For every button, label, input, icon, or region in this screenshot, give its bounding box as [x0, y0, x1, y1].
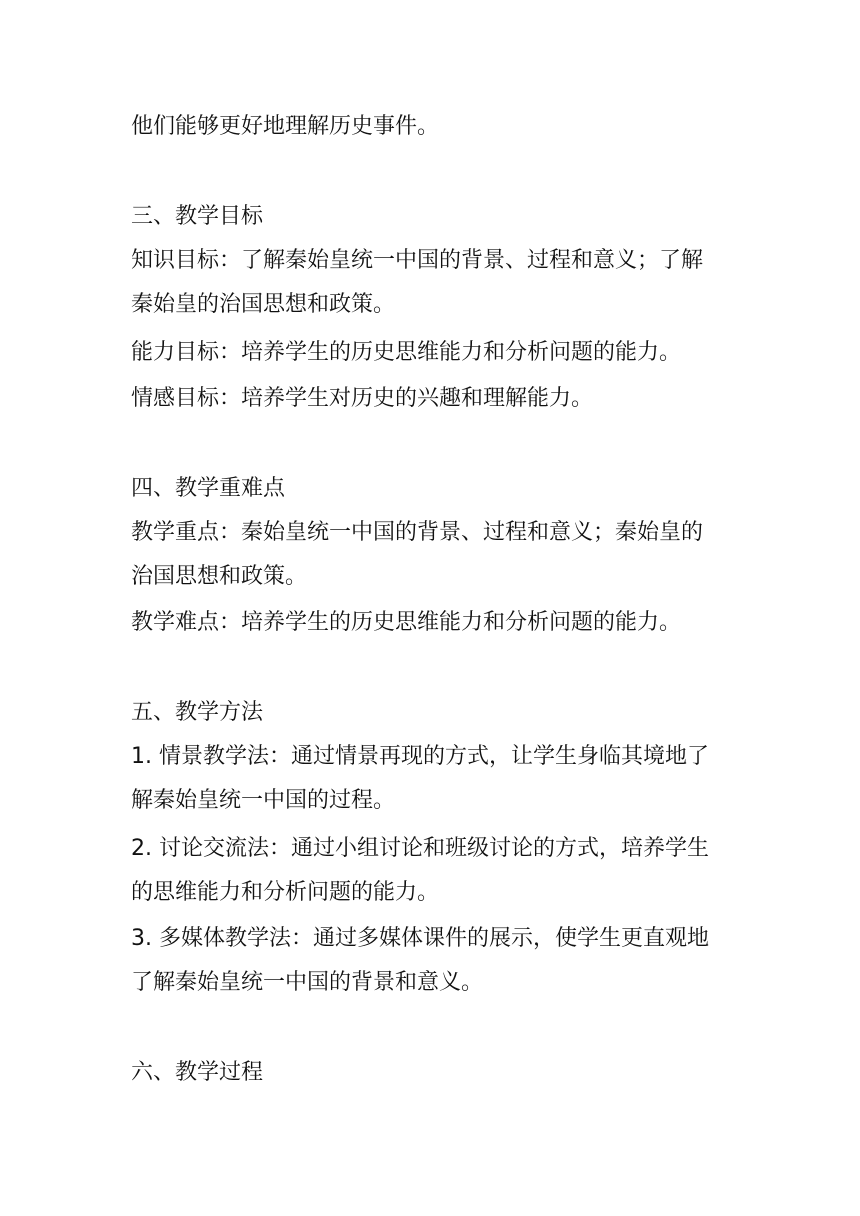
method-2-line-2: 的思维能力和分析问题的能力。: [131, 880, 440, 905]
knowledge-objective-line-2: 秦始皇的治国思想和政策。: [131, 292, 396, 317]
method-3-line-2: 了解秦始皇统一中国的背景和意义。: [131, 970, 484, 995]
method-1-line-1: 1. 情景教学法：通过情景再现的方式，让学生身临其境地了: [131, 744, 709, 769]
continuation-text: 他们能够更好地理解历史事件。: [131, 114, 440, 139]
method-2-line-1: 2. 讨论交流法：通过小组讨论和班级讨论的方式，培养学生: [131, 836, 709, 861]
difficult-point: 教学难点：培养学生的历史思维能力和分析问题的能力。: [131, 610, 682, 635]
emotion-objective: 情感目标：培养学生对历史的兴趣和理解能力。: [131, 386, 594, 411]
ability-objective: 能力目标：培养学生的历史思维能力和分析问题的能力。: [131, 340, 682, 365]
section-heading-methods: 五、教学方法: [131, 700, 264, 725]
section-heading-process: 六、教学过程: [131, 1060, 264, 1085]
section-heading-key-points: 四、教学重难点: [131, 476, 286, 501]
method-3-line-1: 3. 多媒体教学法：通过多媒体课件的展示，使学生更直观地: [131, 926, 709, 951]
key-point-line-1: 教学重点：秦始皇统一中国的背景、过程和意义；秦始皇的: [131, 520, 704, 545]
section-heading-objectives: 三、教学目标: [131, 204, 264, 229]
key-point-line-2: 治国思想和政策。: [131, 564, 308, 589]
method-1-line-2: 解秦始皇统一中国的过程。: [131, 788, 396, 813]
knowledge-objective-line-1: 知识目标：了解秦始皇统一中国的背景、过程和意义；了解: [131, 248, 704, 273]
